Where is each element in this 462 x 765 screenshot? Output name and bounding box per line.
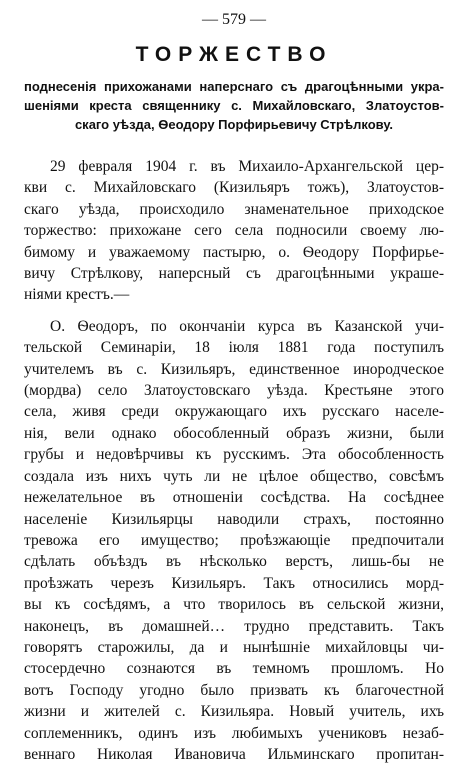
- text-line: бимому и уважаемому пастырю, о. Ѳеодору Порфирье-: [24, 243, 444, 261]
- text-line: тельской Семинаріи, 18 іюля 1881 года поступилъ: [24, 339, 444, 357]
- subtitle: [24, 77, 444, 134]
- text-line: стосердечно сознаются въ темномъ прошломъ. Но: [24, 660, 444, 678]
- page-number: — 579 —: [202, 11, 266, 28]
- text-line: вичу Стрѣлкову, наперсный съ драгоцѣнными украше-: [24, 265, 444, 283]
- subtitle-line: поднесенія прихожанами наперснаго съ драгоцѣнными укра-: [24, 79, 444, 94]
- subtitle-line: шеніями креста священнику с. Михайловскаго, Златоустов-: [24, 98, 444, 113]
- text-line: нія, вели однако обособленный образъ жизни, были: [24, 424, 444, 442]
- page-title: ТОРЖЕСТВО: [135, 43, 333, 66]
- text-line: населеніе Кизильярцы наводили страхъ, постоянно: [24, 510, 444, 528]
- paragraph-1: [24, 156, 444, 306]
- text-line: нежелательное въ отношеніи сосѣдства. На сосѣднее: [24, 489, 444, 507]
- text-line: 29 февраля 1904 г. въ Михаило-Архангельской цер-: [50, 158, 444, 175]
- text-line: грубы и недовѣрчивы къ русскимъ. Эта обособленность: [24, 446, 444, 464]
- text-line: ніями крестъ.—: [24, 286, 130, 304]
- text-line: села, живя среди окружающаго ихъ русскаго населе-: [24, 403, 444, 421]
- paragraph-2: [24, 316, 444, 765]
- subtitle-line: скаго уѣзда, Ѳеодору Порфирьевичу Стрѣлкову.: [74, 117, 394, 132]
- text-line: торжество: прихожане сего села подносили своему лю-: [24, 222, 444, 240]
- text-line: говорятъ старожилы, да и нынѣшніе михайловцы чи-: [24, 638, 444, 656]
- text-line: учителемъ въ с. Кизильяръ, единственное инородческое: [24, 360, 444, 378]
- text-line: веннаго Николая Ивановича Ильминскаго пропитан-: [24, 745, 444, 763]
- text-line: скаго уѣзда, происходило знаменательное приходское: [24, 200, 444, 218]
- text-line: тревожа его имущество; проѣзжающіе предпочитали: [24, 531, 444, 549]
- text-line: создала изъ нихъ чуть ли не цѣлое общество, совсѣмъ: [24, 467, 444, 485]
- book-page: [24, 10, 444, 765]
- text-line: кви с. Михайловскаго (Кизильяръ тожъ), Златоустов-: [24, 179, 444, 197]
- text-line: проѣзжать черезъ Кизильяръ. Такъ относились морд-: [24, 574, 444, 592]
- text-line: вы къ сосѣдямъ, а что творилось въ сельской жизни,: [24, 596, 444, 614]
- text-line: соплеменникъ, одинъ изъ любимыхъ учениковъ незаб-: [24, 724, 444, 742]
- text-line: (мордва) село Златоустовскаго уѣзда. Крестьяне этого: [24, 382, 444, 400]
- text-line: жизни и жителей с. Кизильяра. Новый учитель, ихъ: [24, 703, 444, 721]
- text-line: вотъ Господу угодно было призвать къ благочестной: [24, 681, 444, 699]
- text-line: наконецъ, въ домашней… трудно представить. Такъ: [24, 617, 444, 635]
- text-line: сдѣлать объѣздъ въ нѣсколько верстъ, лишь-бы не: [24, 553, 444, 571]
- text-line: О. Ѳеодоръ, по окончаніи курса въ Казанской учи-: [50, 317, 444, 335]
